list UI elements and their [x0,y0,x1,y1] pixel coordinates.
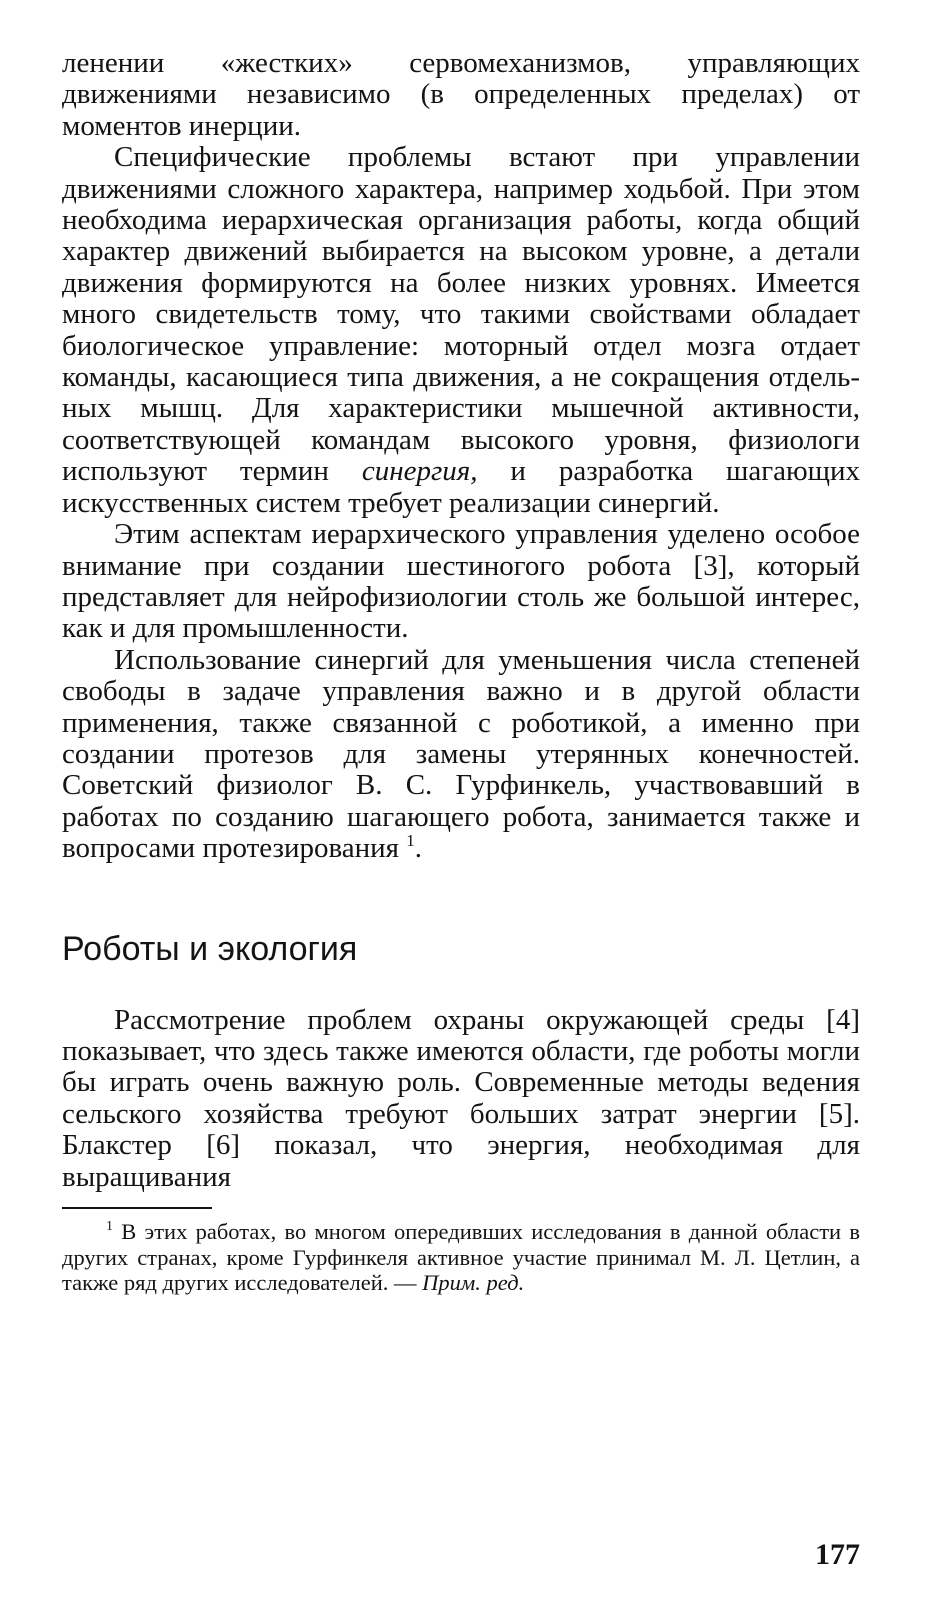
paragraph-end: . [414,832,423,865]
page-content [62,48,860,1296]
paragraph-synergy [62,142,860,519]
paragraph-text: ленении «жестких» сервомеханизмов, управляющих движениями независимо (в определенных пределах) от моментов инерции. [62,47,860,142]
editor-note: Прим. ред. [422,1270,525,1295]
page-number: 177 [815,1538,860,1571]
footnote-divider [62,1207,212,1209]
paragraph-text: Специфические проблемы встают при управлении движениями сложного характера, например ходьбой. При этом необходима иерархическая организация работы, когда общий характер движений выбирается на высоком уровне, а детали движения формируются на более низких уровнях. Имеется много свидетельств тому, что такими свойствами обладает биологическое управление: моторный отдел мозга отдает команды, касающиеся типа движения, а не сокращения отдельных мышц. Для характеристики мышечной активности, соответствующей командам высокого уровня, физиологи используют термин [62,141,860,488]
footnote-text: В этих работах, во многом опередивших исследования в данной области в других странах, кроме Гурфинкеля активное участие принимал М. Л. Цетлин, а также ряд других исследователей. — [62,1219,860,1295]
paragraph-continuation [62,48,860,142]
paragraph-prosthetics [62,645,860,865]
section-heading: Роботы и экология [62,929,358,968]
paragraph-ecology [62,1005,860,1193]
paragraph-text: Этим аспектам иерархического управления уделено особое внимание при создании шестиногого робота [3], который представляет для нейрофизиологии столь же большой интерес, как и для промышленности. [62,518,860,645]
paragraph-text: Использование синергий для уменьшения числа степеней свободы в задаче управления важно и в другой области применения, также связанной с роботикой, а именно при создании протезов для замены утерянных конечностей. Советский физиолог В. С. Гурфинкель, участвовавший в работах по созданию шагающего робота, занимается также и вопросами протезирования [62,643,860,865]
paragraph-text: Рассмотрение проблем охраны окружающей среды [4] показывает, что здесь также имеются области, где роботы могли бы играть очень важную роль. Современные методы ведения сельского хозяйства требуют больших затрат энергии [5]. Блакстер [6] показал, что энергия, необходимая для выращивания [62,1003,860,1193]
footnote-reference[interactable]: 1 [406,831,415,851]
footnote [62,1219,860,1296]
footnote-marker: 1 [106,1219,113,1234]
paragraph-hexapod [62,519,860,645]
paragraph-text: и разработка шагающих искусственных систем требует реализации синергий. [62,455,860,519]
term-synergy: синергия, [361,455,478,488]
